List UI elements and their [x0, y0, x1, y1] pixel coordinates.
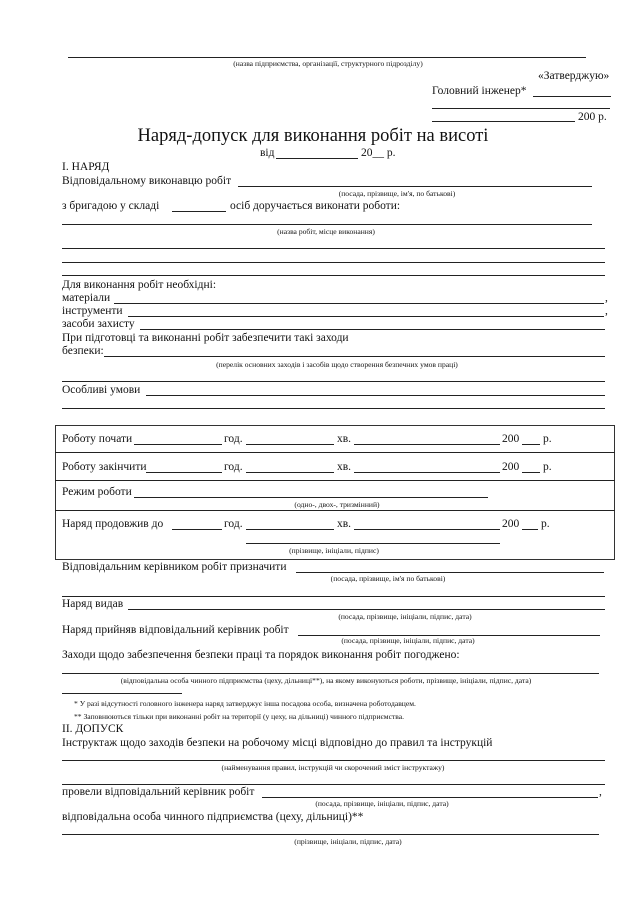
extended-y: р. — [541, 518, 550, 530]
brigade-label-2: осіб доручається виконати роботи: — [230, 200, 401, 212]
extended-year-line[interactable] — [522, 529, 538, 530]
timing-box — [55, 425, 615, 560]
date-year: 20__ р. — [361, 147, 396, 159]
conducted-caption: (посада, прізвище, ініціали, підпис, дата) — [315, 799, 449, 808]
start-y: р. — [543, 433, 552, 445]
assign-label: Відповідальним керівником робіт призначити — [62, 561, 287, 573]
special-label: Особливі умови — [62, 384, 141, 396]
end-minutes-line[interactable] — [354, 472, 500, 473]
extended-hours-line[interactable] — [246, 529, 334, 530]
prep-label-2: безпеки: — [62, 345, 104, 357]
part1-heading: І. НАРЯД — [62, 161, 110, 173]
footnote-separator — [62, 693, 182, 694]
timing-divider-2 — [55, 480, 615, 481]
footnote-1: * У разі відсутності головного інженера наряд затверджує інша посадова особа, визначена роботодавцем. — [74, 699, 416, 708]
extended-label: Наряд продовжив до — [62, 518, 164, 530]
agreed-caption: (відповідальна особа чинного підприємства (цеху, дільниці**), на якому виконуються роботи, прізвище, ініціали, підпис, дата) — [120, 676, 532, 685]
mode-label: Режим роботи — [62, 486, 132, 498]
end-y: р. — [543, 461, 552, 473]
start-year-line[interactable] — [522, 444, 540, 445]
mode-line[interactable] — [134, 497, 488, 498]
responsible-executor-label: Відповідальному виконавцю робіт — [62, 175, 232, 187]
page-title: Наряд-допуск для виконання робіт на висоті — [137, 126, 489, 146]
measures-line[interactable] — [104, 356, 605, 357]
org-line[interactable] — [68, 57, 586, 58]
timing-divider-1 — [55, 452, 615, 453]
date-from-label: від — [260, 147, 275, 159]
work-caption: (назва робіт, місце виконання) — [277, 227, 375, 236]
approval-year: 200 р. — [578, 111, 607, 123]
date-line[interactable] — [276, 158, 358, 159]
responsible-executor-line[interactable] — [238, 186, 592, 187]
start-date-line[interactable] — [134, 444, 222, 445]
chief-engineer-line-2[interactable] — [432, 108, 610, 109]
footnote-2: ** Заповнюються тільки при виконанні робіт на території (у цеху, на дільниці) чинного підприємства. — [74, 712, 405, 721]
responsible-executor-caption: (посада, прізвище, ім'я, по батькові) — [338, 189, 456, 198]
materials-line[interactable] — [114, 303, 604, 304]
tools-line[interactable] — [128, 316, 604, 317]
issued-line[interactable] — [128, 609, 605, 610]
end-hours-line[interactable] — [246, 472, 334, 473]
conducted-label: провели відповідальний керівник робіт — [62, 786, 255, 798]
end-year: 200 — [502, 461, 520, 473]
end-label: Роботу закінчити — [62, 461, 147, 473]
start-year: 200 — [502, 433, 520, 445]
chief-engineer-label: Головний інженер* — [432, 85, 527, 97]
prep-label: При підготовці та виконанні робіт забезпечити такі заходи — [62, 332, 349, 344]
protection-line[interactable] — [140, 329, 605, 330]
instruct-line[interactable] — [62, 760, 605, 761]
work-line-3[interactable] — [62, 262, 605, 263]
special-line-2[interactable] — [62, 408, 605, 409]
issued-label: Наряд видав — [62, 598, 124, 610]
materials-label: матеріали — [62, 292, 111, 304]
official-caption: (прізвище, ініціали, підпис, дата) — [294, 837, 402, 846]
extended-sign-caption: (прізвище, ініціали, підпис) — [289, 546, 379, 555]
protection-label: засоби захисту — [62, 318, 135, 330]
accepted-label: Наряд прийняв відповідальний керівник робіт — [62, 624, 289, 636]
part2-heading: ІІ. ДОПУСК — [62, 723, 124, 735]
agreed-line[interactable] — [62, 673, 599, 674]
measures-line-2[interactable] — [62, 381, 605, 382]
extended-date-line[interactable] — [172, 529, 222, 530]
agreed-label: Заходи щодо забезпечення безпеки праці та порядок виконання робіт погоджено: — [62, 649, 460, 661]
conducted-comma: , — [599, 786, 602, 798]
conducted-line[interactable] — [262, 797, 598, 798]
tools-label: інструменти — [62, 305, 123, 317]
instruct-label: Інструктаж щодо заходів безпеки на робочому місці відповідно до правил та інструкцій — [62, 737, 493, 749]
start-hours: год. — [224, 433, 243, 445]
assign-line-2[interactable] — [62, 596, 605, 597]
work-line-2[interactable] — [62, 248, 605, 249]
extended-minutes-line[interactable] — [354, 529, 500, 530]
end-date-line[interactable] — [146, 472, 222, 473]
instruct-line-2[interactable] — [62, 784, 605, 785]
materials-comma: , — [605, 292, 608, 304]
extended-minutes: хв. — [337, 518, 352, 530]
start-minutes: хв. — [337, 433, 352, 445]
measures-caption: (перелік основних заходів і засобів щодо створення безпечних умов праці) — [216, 360, 458, 369]
tools-comma: , — [605, 305, 608, 317]
brigade-count-line[interactable] — [172, 211, 226, 212]
needed-label: Для виконання робіт необхідні: — [62, 279, 217, 291]
approval-date-line[interactable] — [432, 121, 575, 122]
instruct-caption: (найменування правил, інструкцій чи скорочений зміст інструктажу) — [221, 763, 445, 772]
extended-sign-line[interactable] — [246, 543, 500, 544]
official-line[interactable] — [62, 834, 599, 835]
work-line-4[interactable] — [62, 275, 605, 276]
approve-label: «Затверджую» — [538, 70, 610, 82]
assign-caption: (посада, прізвище, ім'я по батькові) — [330, 574, 446, 583]
extended-hours: год. — [224, 518, 243, 530]
timing-divider-3 — [55, 510, 615, 511]
issued-caption: (посада, прізвище, ініціали, підпис, дата) — [338, 612, 472, 621]
chief-engineer-line[interactable] — [533, 96, 611, 97]
work-line-1[interactable] — [62, 224, 592, 225]
extended-year: 200 — [502, 518, 520, 530]
official-label: відповідальна особа чинного підприємства (цеху, дільниці)** — [62, 811, 364, 823]
end-hours: год. — [224, 461, 243, 473]
mode-caption: (одно-, двох-, тризмінний) — [294, 500, 380, 509]
end-year-line[interactable] — [522, 472, 540, 473]
accepted-caption: (посада, прізвище, ініціали, підпис, дата) — [341, 636, 475, 645]
special-line[interactable] — [146, 395, 605, 396]
end-minutes: хв. — [337, 461, 352, 473]
start-minutes-line[interactable] — [354, 444, 500, 445]
org-caption: (назва підприємства, організації, структурного підрозділу) — [233, 59, 423, 68]
brigade-label: з бригадою у складі — [62, 200, 160, 212]
assign-line[interactable] — [296, 572, 604, 573]
start-label: Роботу почати — [62, 433, 133, 445]
start-hours-line[interactable] — [246, 444, 334, 445]
